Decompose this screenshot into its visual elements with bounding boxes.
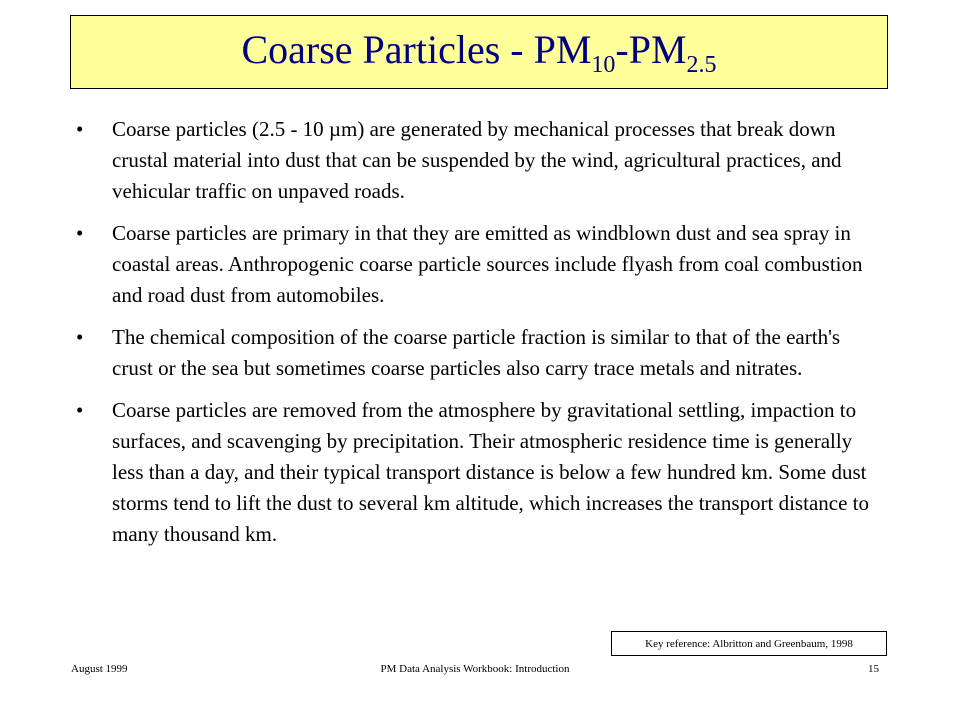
footer-date: August 1999 — [71, 663, 128, 675]
bullet-item — [72, 218, 884, 311]
bullet-marker: • — [76, 398, 84, 422]
key-reference-box: Key reference: Albritton and Greenbaum, 1998 — [611, 631, 887, 656]
slide-title — [241, 27, 717, 78]
title-mid: -PM — [615, 27, 687, 72]
title-subscript-10: 10 — [591, 52, 616, 78]
bullet-item — [72, 114, 884, 207]
footer-page-number: 15 — [868, 663, 879, 675]
footer-source: PM Data Analysis Workbook: Introduction — [380, 663, 570, 675]
bullet-item — [72, 322, 884, 384]
title-box — [70, 15, 888, 89]
bullet-text: The chemical composition of the coarse particle fraction is similar to that of the earth's crust or the sea but sometimes coarse particles also carry trace metals and nitrates. — [112, 325, 841, 380]
bullet-marker: • — [76, 325, 84, 349]
bullet-marker: • — [76, 221, 84, 245]
bullet-text: Coarse particles are primary in that they are emitted as windblown dust and sea spray in coastal areas. Anthropogenic coarse particle sources include flyash from coal combustion and road dust from automobiles. — [112, 221, 863, 307]
title-subscript-2-5: 2.5 — [686, 52, 717, 78]
bullet-item — [72, 395, 884, 550]
bullet-text: Coarse particles (2.5 - 10 µm) are generated by mechanical processes that break down crustal material into dust that can be suspended by the wind, agricultural practices, and vehicular traffic on unpaved roads. — [112, 117, 842, 203]
bullet-list — [72, 114, 884, 561]
bullet-text: Coarse particles are removed from the atmosphere by gravitational settling, impaction to surfaces, and scavenging by precipitation. Their atmospheric residence time is generally less than a day, and their typical transport distance is below a few hundred km. Some dust storms tend to lift the dust to several km altitude, which increases the transport distance to many thousand km. — [112, 398, 869, 546]
bullet-marker: • — [76, 117, 84, 141]
title-main: Coarse Particles - PM — [241, 27, 592, 72]
